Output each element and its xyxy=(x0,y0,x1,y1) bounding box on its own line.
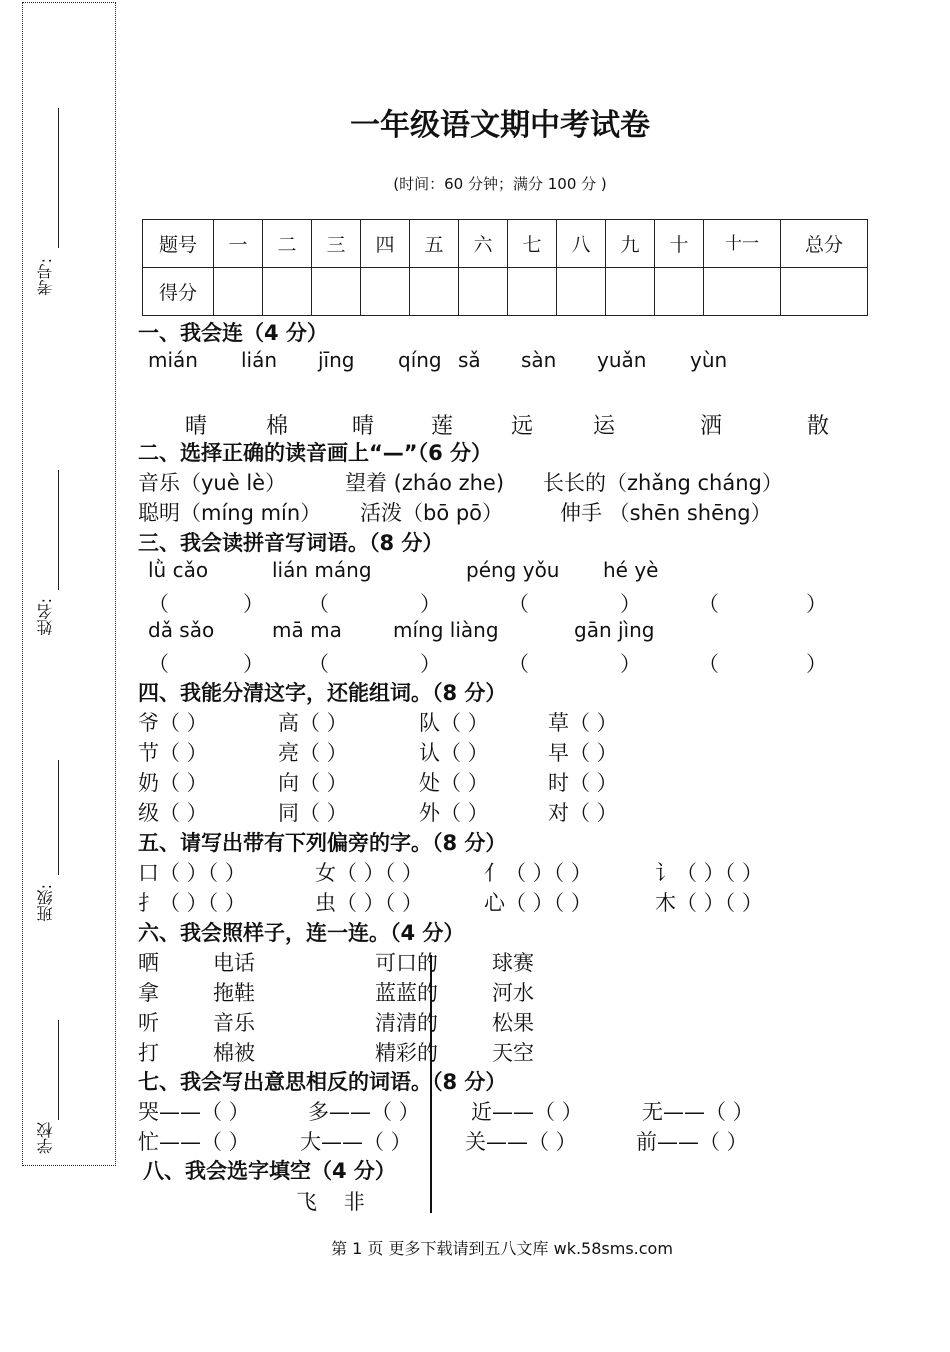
score-cell[interactable] xyxy=(508,268,557,316)
s6-col4-item: 天空 xyxy=(492,1041,534,1065)
s3-paren-close: ） xyxy=(420,652,441,676)
vertical-rule xyxy=(430,955,432,1213)
s1-pinyin-8: yùn xyxy=(690,348,728,372)
s6-col3-item: 可口的 xyxy=(375,951,438,975)
col-7: 七 xyxy=(508,220,557,268)
s1-char-3: 晴 xyxy=(352,414,375,439)
s1-pinyin-4: qíng xyxy=(398,348,442,372)
score-cell[interactable] xyxy=(655,268,704,316)
col-6: 六 xyxy=(459,220,508,268)
s2-heading: 二、选择正确的读音画上“—”（6 分） xyxy=(138,441,493,465)
s6-col4-item: 球赛 xyxy=(492,951,534,975)
score-cell[interactable] xyxy=(312,268,361,316)
s3-paren-open: （ xyxy=(308,592,329,616)
col-4: 四 xyxy=(361,220,410,268)
s7-item: 近——（ ） xyxy=(471,1100,583,1124)
s4-item: 认（ ） xyxy=(419,741,489,765)
s6-col2-item: 音乐 xyxy=(213,1011,255,1035)
s3-paren-close: ） xyxy=(806,592,827,616)
s3-paren-open: （ xyxy=(148,652,169,676)
s6-col3-item: 精彩的 xyxy=(375,1041,438,1065)
s3-paren-close: ） xyxy=(243,652,264,676)
s6-col1-item: 打 xyxy=(138,1041,159,1065)
s7-item: 无——（ ） xyxy=(642,1100,754,1124)
s7-item: 哭——（ ） xyxy=(138,1100,250,1124)
s6-col1-item: 晒 xyxy=(138,951,159,975)
s4-item: 早（ ） xyxy=(548,741,618,765)
s2-item-1: 音乐（yuè lè） xyxy=(138,471,287,495)
s6-col3-item: 清清的 xyxy=(375,1011,438,1035)
s3-paren-close: ） xyxy=(620,652,641,676)
col-10: 十 xyxy=(655,220,704,268)
score-cell[interactable] xyxy=(704,268,781,316)
s1-pinyin-5: sǎ xyxy=(458,348,481,372)
s3-paren-open: （ xyxy=(698,592,719,616)
s6-heading: 六、我会照样子，连一连。（4 分） xyxy=(138,921,465,945)
s3-paren-close: ） xyxy=(620,592,641,616)
s3-pinyin-6: mā ma xyxy=(272,618,342,642)
exam-subtitle: (时间：60 分钟；满分 100 分 ) xyxy=(393,175,607,193)
score-cell[interactable] xyxy=(606,268,655,316)
s5-heading: 五、请写出带有下列偏旁的字。（8 分） xyxy=(138,831,507,855)
s7-item: 多——（ ） xyxy=(308,1100,420,1124)
s1-char-5: 远 xyxy=(511,414,534,439)
page-title: 一年级语文期中考试卷 xyxy=(350,108,650,143)
s3-heading: 三、我会读拼音写词语。（8 分） xyxy=(138,531,444,555)
score-cell[interactable] xyxy=(263,268,312,316)
xuexiao-label: 学校 xyxy=(36,1122,55,1154)
xuexiao-line xyxy=(58,1020,59,1120)
score-table-score-row xyxy=(143,268,868,316)
s3-pinyin-1: lǜ cǎo xyxy=(148,558,209,582)
s3-paren-open: （ xyxy=(308,652,329,676)
score-cell[interactable] xyxy=(214,268,263,316)
xingming-label: 姓名: xyxy=(36,598,55,636)
s8-chars: 飞 非 xyxy=(296,1190,365,1214)
s6-col4-item: 松果 xyxy=(492,1011,534,1035)
s1-char-4: 莲 xyxy=(431,414,454,439)
col-3: 三 xyxy=(312,220,361,268)
s1-char-8: 散 xyxy=(807,414,830,439)
s5-item: 女（ ）（ ） xyxy=(315,861,423,885)
s5-item: 亻（ ）（ ） xyxy=(484,861,592,885)
s3-pinyin-2: lián máng xyxy=(272,558,372,582)
s5-item: 木（ ）（ ） xyxy=(655,891,763,915)
s1-pinyin-7: yuǎn xyxy=(597,348,647,372)
s7-item: 忙——（ ） xyxy=(138,1130,250,1154)
s4-item: 奶（ ） xyxy=(138,771,208,795)
s5-item: 讠（ ）（ ） xyxy=(655,861,763,885)
s7-heading: 七、我会写出意思相反的词语。（8 分） xyxy=(138,1070,507,1094)
score-cell-total[interactable] xyxy=(781,268,868,316)
col-8: 八 xyxy=(557,220,606,268)
s4-item: 级（ ） xyxy=(138,801,208,825)
s1-char-7: 洒 xyxy=(700,414,723,439)
s5-item: 口（ ）（ ） xyxy=(138,861,246,885)
s4-item: 爷（ ） xyxy=(138,711,208,735)
s3-paren-close: ） xyxy=(243,592,264,616)
s3-pinyin-7: míng liàng xyxy=(393,618,499,642)
score-cell[interactable] xyxy=(361,268,410,316)
row1-label: 题号 xyxy=(143,220,214,268)
s7-item: 前——（ ） xyxy=(636,1130,748,1154)
score-table-header-row xyxy=(143,220,868,268)
s6-col2-item: 拖鞋 xyxy=(213,981,255,1005)
col-2: 二 xyxy=(263,220,312,268)
s4-item: 高（ ） xyxy=(278,711,348,735)
col-5: 五 xyxy=(410,220,459,268)
s2-item-2: 望着 (zháo zhe) xyxy=(345,471,505,495)
s4-heading: 四、我能分清这字，还能组词。（8 分） xyxy=(138,681,507,705)
s4-item: 时（ ） xyxy=(548,771,618,795)
col-11: 十一 xyxy=(704,220,781,268)
s5-item: 扌（ ）（ ） xyxy=(138,891,246,915)
s3-pinyin-4: hé yè xyxy=(603,558,659,582)
kaohao-label: 考号: xyxy=(36,258,55,296)
s6-col1-item: 拿 xyxy=(138,981,159,1005)
row2-label: 得分 xyxy=(143,268,214,316)
s4-item: 向（ ） xyxy=(278,771,348,795)
s1-heading: 一、我会连（4 分） xyxy=(138,321,328,345)
s5-item: 虫（ ）（ ） xyxy=(315,891,423,915)
s4-item: 外（ ） xyxy=(419,801,489,825)
s4-item: 同（ ） xyxy=(278,801,348,825)
score-cell[interactable] xyxy=(557,268,606,316)
s8-heading: 八、我会选字填空（4 分） xyxy=(143,1159,396,1183)
s3-paren-close: ） xyxy=(806,652,827,676)
s3-pinyin-3: péng yǒu xyxy=(466,558,560,582)
s4-item: 亮（ ） xyxy=(278,741,348,765)
xingming-line xyxy=(58,470,59,590)
col-9: 九 xyxy=(606,220,655,268)
s1-pinyin-1: mián xyxy=(148,348,198,372)
s6-col3-item: 蓝蓝的 xyxy=(375,981,438,1005)
s1-char-1: 晴 xyxy=(185,414,208,439)
s1-char-2: 棉 xyxy=(266,414,289,439)
s4-item: 处（ ） xyxy=(419,771,489,795)
s6-col2-item: 电话 xyxy=(213,951,255,975)
s3-pinyin-8: gān jìng xyxy=(574,618,655,642)
col-1: 一 xyxy=(214,220,263,268)
banji-label: 班级: xyxy=(36,884,55,922)
col-total: 总分 xyxy=(781,220,868,268)
s4-item: 对（ ） xyxy=(548,801,618,825)
s1-char-6: 运 xyxy=(593,414,616,439)
s2-item-6: 伸手 （shēn shēng） xyxy=(560,501,772,525)
s3-paren-open: （ xyxy=(508,592,529,616)
s3-paren-close: ） xyxy=(420,592,441,616)
s6-col2-item: 棉被 xyxy=(213,1041,255,1065)
s1-pinyin-2: lián xyxy=(241,348,278,372)
s4-item: 队（ ） xyxy=(419,711,489,735)
s1-pinyin-3: jīng xyxy=(318,348,355,372)
s6-col4-item: 河水 xyxy=(492,981,534,1005)
s6-col1-item: 听 xyxy=(138,1011,159,1035)
s3-paren-open: （ xyxy=(698,652,719,676)
score-cell[interactable] xyxy=(410,268,459,316)
s2-item-4: 聪明（míng mín） xyxy=(138,501,322,525)
banji-line xyxy=(58,760,59,875)
s1-pinyin-6: sàn xyxy=(521,348,557,372)
s3-pinyin-5: dǎ sǎo xyxy=(148,618,215,642)
s2-item-3: 长长的（zhǎng cháng） xyxy=(543,471,783,495)
s7-item: 大——（ ） xyxy=(300,1130,412,1154)
s3-paren-open: （ xyxy=(148,592,169,616)
s5-item: 心（ ）（ ） xyxy=(484,891,592,915)
s3-paren-open: （ xyxy=(508,652,529,676)
score-cell[interactable] xyxy=(459,268,508,316)
s2-item-5: 活泼（bō pō） xyxy=(360,501,504,525)
s4-item: 节（ ） xyxy=(138,741,208,765)
score-table xyxy=(142,219,868,316)
s4-item: 草（ ） xyxy=(548,711,618,735)
s7-item: 关——（ ） xyxy=(465,1130,577,1154)
page-footer: 第 1 页 更多下载请到五八文库 wk.58sms.com xyxy=(331,1239,673,1258)
